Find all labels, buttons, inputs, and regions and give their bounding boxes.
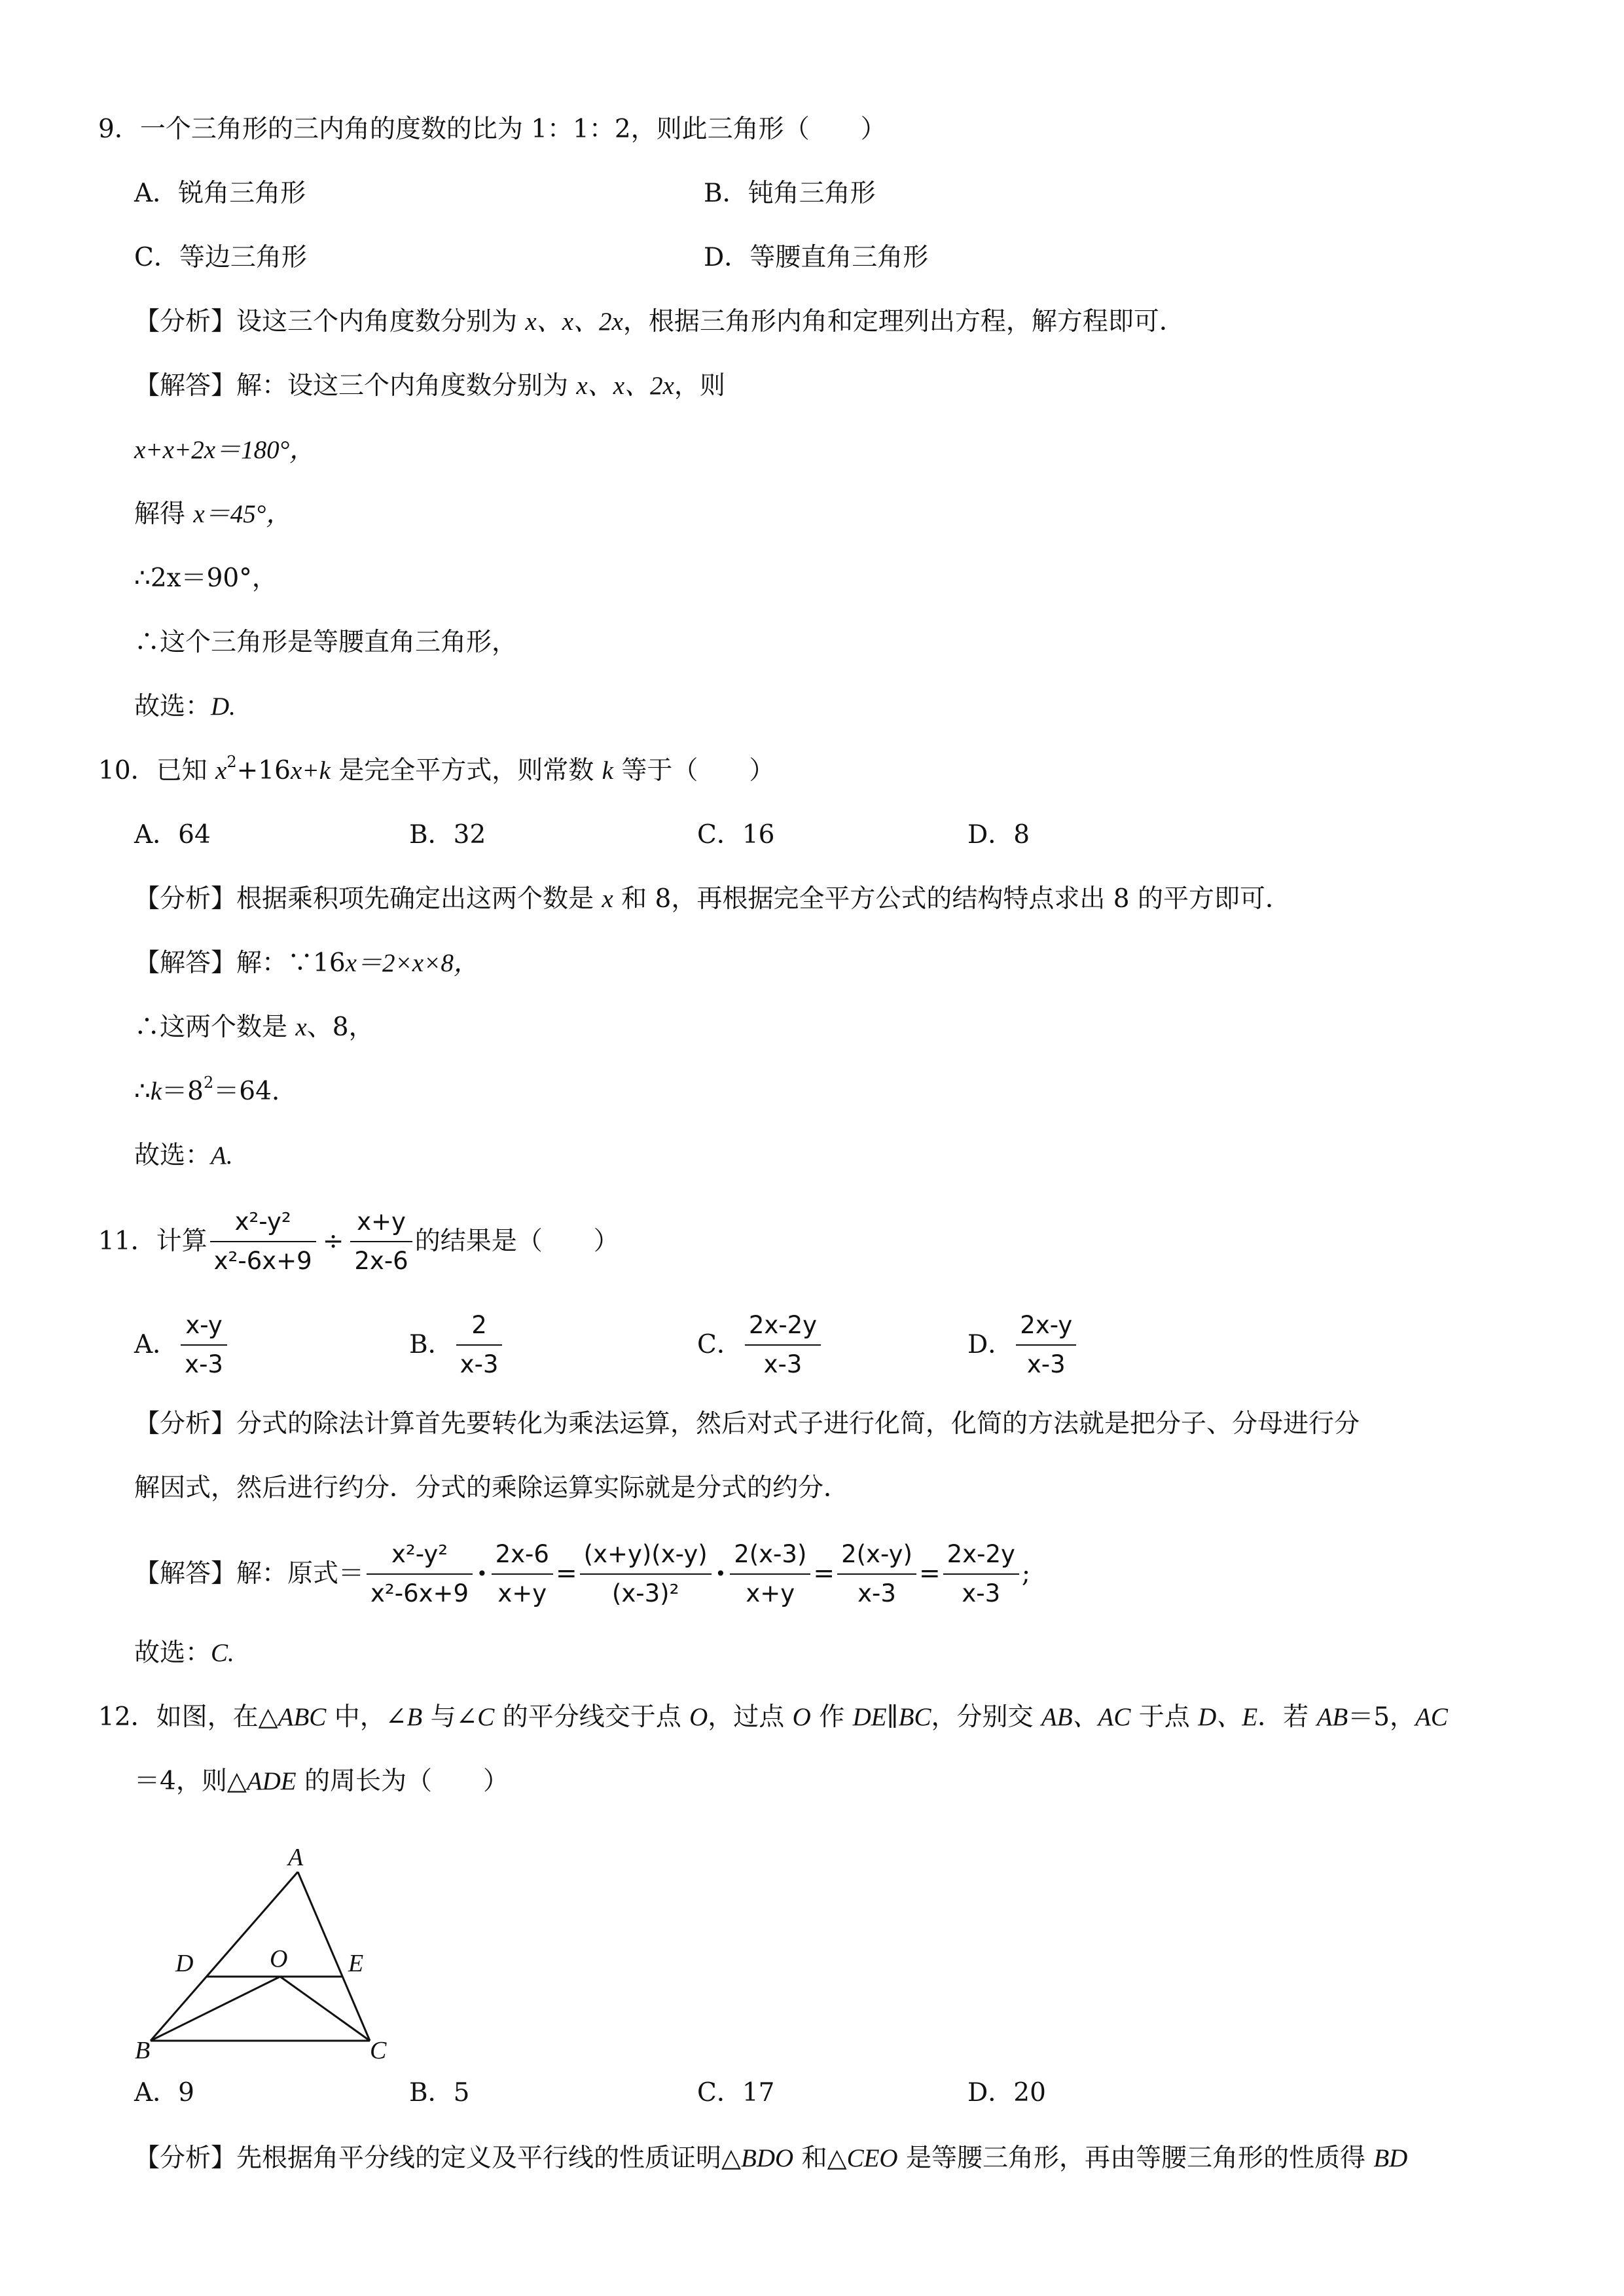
q12-analysis: 【分析】先根据角平分线的定义及平行线的性质证明△BDO 和△CEO 是等腰三角形，再由等腰三角形的性质得 BD	[134, 2144, 1408, 2173]
q11-solution: 【解答】 解：原式＝ $\frac{\text{x²-y²}}{\text{x²-6x+9}}$ • $\frac{2x-6}{x+y}$ = $\frac{(x+y)(x-y)}{\text{(x-3)²}}$ • $\frac{2(x-3)}{x+y}$ = $\frac{2(x-y)}{x-3}$ = $\frac{2x-2y}{x-3}$ ;	[134, 1522, 1030, 1626]
fraction: $\frac{\text{x²-y²}}{\text{x²-6x+9}}$	[210, 1206, 316, 1278]
fraction: $\frac{2x-2y}{x-3}$	[943, 1538, 1019, 1610]
fraction: $\frac{2(x-3)}{x+y}$	[730, 1538, 810, 1610]
fraction: $\frac{2x-y}{x-3}$	[1016, 1309, 1076, 1381]
analysis-tag: 【分析】	[134, 1409, 237, 1439]
q11-analysis-line-2: 解因式，然后进行约分．分式的乘除运算实际就是分式的约分．	[134, 1473, 850, 1503]
q11-stem: 11．计算 $\frac{\text{x²-y²}}{\text{x²-6x+9}}$ ÷ $\frac{x+y}{2x-6}$ 的结果是（ ）	[98, 1193, 619, 1291]
q10-stem: 10．已知 $x^2+16x+k$ 是完全平方式，则常数 k 等于（ ）	[98, 753, 775, 785]
fraction: $\frac{2x-2y}{x-3}$	[745, 1309, 821, 1381]
q11-analysis-line-1: 【分析】分式的除法计算首先要转化为乘法运算，然后对式子进行化简，化简的方法就是把分子、分母进行分	[134, 1409, 1360, 1439]
multiply-dot: •	[477, 1563, 488, 1585]
q9-option-c: C．等边三角形	[134, 243, 307, 272]
q9-analysis: 【分析】设这三个内角度数分别为 x、x、2x，根据三角形内角和定理列出方程，解方程即可．	[134, 307, 1185, 336]
label-a: A	[288, 1844, 304, 1871]
q9-step-3: ∴2x＝90°，	[134, 564, 278, 593]
q9-step-1: x+x+2x＝180°，	[134, 436, 316, 464]
q9-stem: 9．一个三角形的三内角的度数的比为 1：1：2，则此三角形（ ）	[98, 115, 886, 144]
fraction: $\frac{(x+y)(x-y)}{\text{(x-3)²}}$	[580, 1538, 712, 1610]
fraction: $\frac{x-y}{x-3}$	[181, 1309, 227, 1381]
q9-option-b: B．钝角三角形	[704, 179, 876, 208]
q12-option-d: D．20	[967, 2078, 1046, 2108]
q11-option-a: A． $\frac{x-y}{x-3}$	[134, 1302, 230, 1388]
analysis-tag: 【分析】	[134, 307, 237, 336]
q10-option-d: D．8	[967, 820, 1030, 850]
multiply-dot: •	[715, 1563, 727, 1585]
q11-choice: 故选：C.	[134, 1638, 234, 1668]
solution-tag: 【解答】	[134, 1559, 237, 1588]
q10-analysis: 【分析】根据乘积项先确定出这两个数是 x 和 8，再根据完全平方公式的结构特点求出 8 的平方即可．	[134, 884, 1291, 914]
q10-step-1: ∴这两个数是 x、8，	[134, 1013, 374, 1042]
q11-option-b: B． $\frac{2}{x-3}$	[409, 1302, 505, 1388]
q12-option-a: A．9	[134, 2078, 194, 2108]
q12-option-b: B．5	[409, 2078, 470, 2108]
q9-choice: 故选：D.	[134, 692, 236, 721]
fraction: $\frac{2}{x-3}$	[456, 1309, 503, 1381]
label-o: O	[270, 1945, 288, 1973]
solution-tag: 【解答】	[134, 948, 237, 978]
analysis-tag: 【分析】	[134, 884, 237, 914]
q11-option-c: C． $\frac{2x-2y}{x-3}$	[697, 1302, 823, 1388]
triangle-figure	[124, 1833, 412, 2062]
fraction: $\frac{2(x-y)}{x-3}$	[837, 1538, 916, 1610]
q12-option-c: C．17	[697, 2078, 775, 2108]
q10-option-a: A．64	[134, 820, 211, 850]
q9-solution: 【解答】解：设这三个内角度数分别为 x、x、2x，则	[134, 371, 725, 401]
analysis-tag: 【分析】	[134, 2144, 237, 2173]
fraction: $\frac{x+y}{2x-6}$	[350, 1206, 412, 1278]
q10-step-2: $\therefore k=8^2=64$.	[134, 1073, 280, 1106]
q10-solution: 【解答】解：∵16x＝2×x×8，	[134, 948, 479, 978]
q9-option-d: D．等腰直角三角形	[704, 243, 929, 272]
q10-option-b: B．32	[409, 820, 486, 850]
label-c: C	[370, 2037, 387, 2062]
label-d: D	[175, 1950, 194, 1977]
q11-option-d: D． $\frac{2x-y}{x-3}$	[967, 1302, 1079, 1388]
q12-stem-line-1: 12．如图，在△ABC 中，∠B 与∠C 的平分线交于点 O，过点 O 作 DE∥BC，分别交 AB、AC 于点 D、E．若 AB＝5，AC	[98, 1702, 1448, 1732]
segment-bo	[151, 1977, 280, 2041]
fraction: $\frac{2x-6}{x+y}$	[492, 1538, 553, 1610]
q9-option-a: A．锐角三角形	[134, 179, 306, 208]
q12-stem-line-2: ＝4，则△ADE 的周长为（ ）	[134, 1767, 509, 1796]
q9-step-2: 解得 x＝45°，	[134, 499, 292, 529]
label-b: B	[135, 2037, 151, 2062]
q10-option-c: C．16	[697, 820, 775, 850]
q9-step-4: ∴这个三角形是等腰直角三角形，	[134, 628, 518, 657]
q10-choice: 故选：A.	[134, 1141, 233, 1170]
fraction: $\frac{\text{x²-y²}}{\text{x²-6x+9}}$	[367, 1538, 473, 1610]
solution-tag: 【解答】	[134, 371, 237, 401]
label-e: E	[348, 1950, 364, 1977]
